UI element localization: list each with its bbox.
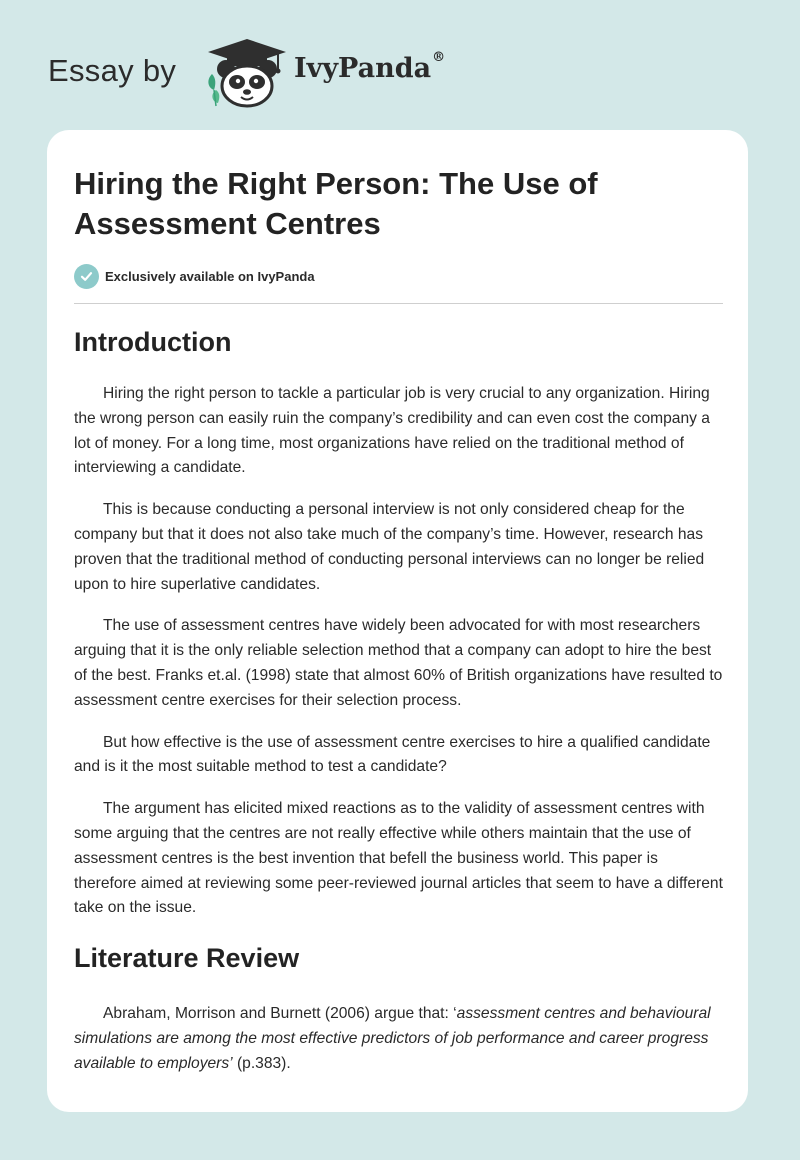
brand-label: IvyPanda	[294, 53, 432, 84]
paragraph: The argument has elicited mixed reactions as to the validity of assessment centres with some arguing that the centres are not really effective while others maintain that the use of assessment centres is the best invention that befell the business world. This paper is therefore aimed at reviewing some peer-reviewed journal articles that seem to have a different take on the issue.	[74, 800, 723, 917]
brand-name[interactable]	[294, 50, 446, 84]
paragraph: This is because conducting a personal interview is not only considered cheap for the company but that it does not also take much of the company’s time. However, research has proven that the traditional method of conducting personal interviews can no longer be relied upon to hire superlative candidates.	[74, 501, 705, 593]
quote-citation: (p.383).	[232, 1054, 291, 1072]
article-card	[47, 130, 748, 1112]
section-heading-introduction: Introduction	[74, 327, 232, 357]
trademark-symbol: ®	[432, 50, 446, 65]
article-body	[74, 322, 723, 1094]
quote-paragraph	[74, 1002, 723, 1076]
ivypanda-logo-icon[interactable]	[204, 36, 290, 108]
essay-by-label: Essay by	[48, 53, 177, 88]
exclusive-badge	[74, 263, 315, 289]
quote-lead: Abraham, Morrison and Burnett (2006) argue that: ‘	[103, 1005, 457, 1023]
exclusive-badge-label: Exclusively available on IvyPanda	[105, 268, 315, 284]
article-title: Hiring the Right Person: The Use of Assessment Centres	[74, 166, 598, 241]
section-heading-literature-review: Literature Review	[74, 943, 300, 974]
paragraph: But how effective is the use of assessment centre exercises to hire a qualified candidate and is it the most suitable method to test a candidate?	[74, 733, 711, 776]
paragraph: The use of assessment centres have widely been advocated for with most researchers arguing that it is the only reliable selection method that a company can adopt to hire the best of the best. Franks et.al. (1998) state that almost 60% of British organizations have resulted to assessment centre exercises for their selection process.	[74, 617, 723, 709]
site-header	[48, 36, 548, 108]
paragraph: Hiring the right person to tackle a particular job is very crucial to any organization. Hiring the wrong person can easily ruin the company’s credibility and can even cost the company a lot of money. For a long time, most organizations have relied on the traditional method of interviewing a candidate.	[74, 385, 710, 477]
divider	[74, 303, 723, 304]
quote-text: assessment centres and behavioural simulations are among the most effective predictors of job performance and career progress available to employers’	[74, 1005, 711, 1072]
checkmark-icon	[74, 264, 99, 289]
